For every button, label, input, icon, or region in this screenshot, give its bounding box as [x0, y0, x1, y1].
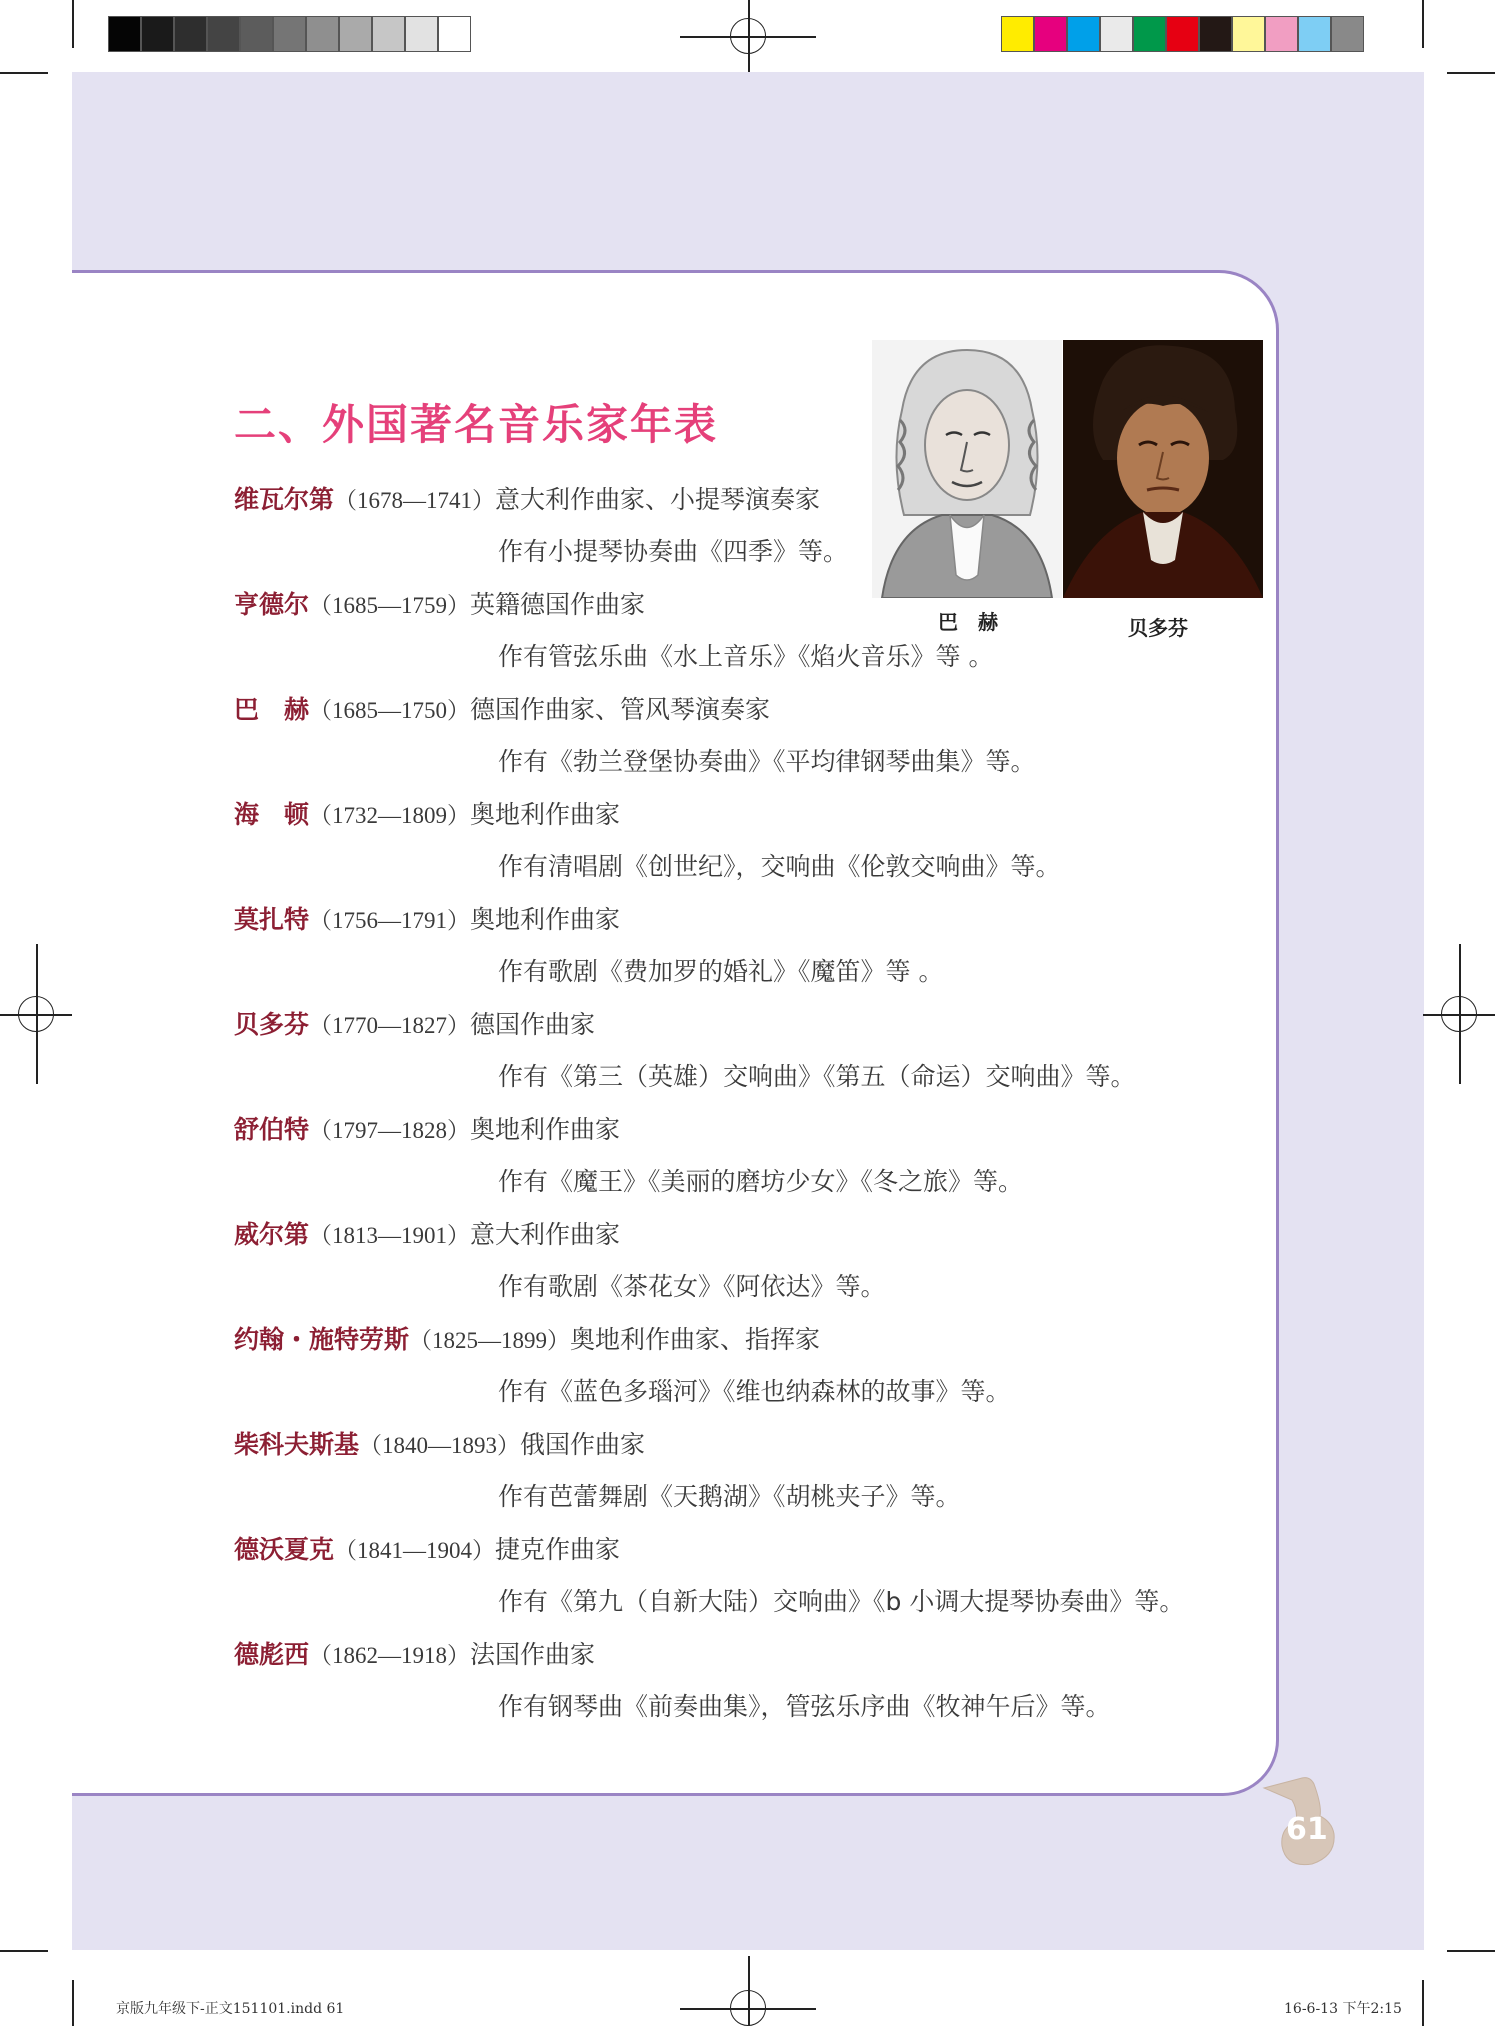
composer-detail	[309, 690, 770, 726]
composer-description: 英籍德国作曲家	[470, 590, 646, 619]
color-swatch	[1166, 16, 1199, 52]
composer-description: 奥地利作曲家	[470, 800, 621, 829]
composer-name: 德沃夏克	[234, 1535, 335, 1564]
composer-years: （1797—1828）	[309, 1118, 470, 1143]
color-swatch	[1232, 16, 1265, 52]
color-swatch	[1067, 16, 1100, 52]
beethoven-portrait	[1063, 340, 1263, 598]
composer-detail	[359, 1425, 645, 1461]
color-swatch	[1034, 16, 1067, 52]
composer-detail	[309, 1635, 595, 1671]
composer-name: 莫扎特	[234, 905, 310, 934]
color-swatch	[1001, 16, 1034, 52]
composer-years: （1825—1899）	[409, 1328, 570, 1353]
color-swatch	[240, 16, 273, 52]
composer-description: 意大利作曲家、小提琴演奏家	[495, 485, 821, 514]
footer-timestamp: 16-6-13 下午2:15	[1284, 2001, 1402, 2017]
composer-description: 意大利作曲家	[470, 1220, 621, 1249]
composer-works: 作有歌剧《茶花女》《阿依达》等。	[498, 1272, 886, 1301]
section-title: 二、外国著名音乐家年表	[234, 400, 719, 449]
composer-years: （1685—1750）	[309, 698, 470, 723]
composer-years: （1756—1791）	[309, 908, 470, 933]
process-color-bar	[1001, 16, 1364, 52]
composer-works: 作有管弦乐曲《水上音乐》《焰火音乐》等 。	[498, 642, 994, 671]
composer-works: 作有清唱剧《创世纪》，交响曲《伦敦交响曲》等。	[498, 852, 1061, 881]
color-swatch	[438, 16, 471, 52]
color-swatch	[207, 16, 240, 52]
composer-name: 海 顿	[234, 800, 310, 829]
composer-description: 俄国作曲家	[520, 1430, 646, 1459]
composer-description: 法国作曲家	[470, 1640, 596, 1669]
composer-description: 奥地利作曲家	[470, 905, 621, 934]
composer-years: （1732—1809）	[309, 803, 470, 828]
color-swatch	[1199, 16, 1232, 52]
bach-caption: 巴 赫	[938, 610, 998, 634]
composer-name: 巴 赫	[234, 695, 310, 724]
composer-name: 柴科夫斯基	[234, 1430, 360, 1459]
composer-detail	[309, 900, 620, 936]
composer-works: 作有《蓝色多瑙河》《维也纳森林的故事》等。	[498, 1377, 1011, 1406]
color-swatch	[405, 16, 438, 52]
composer-detail	[334, 480, 820, 516]
composer-detail	[309, 1005, 595, 1041]
composer-name: 亨德尔	[234, 590, 310, 619]
grayscale-color-bar	[108, 16, 471, 52]
beethoven-caption: 贝多芬	[1128, 616, 1188, 640]
composer-works: 作有《第三（英雄）交响曲》《第五（命运）交响曲》等。	[498, 1062, 1136, 1091]
composer-years: （1770—1827）	[309, 1013, 470, 1038]
composer-description: 德国作曲家	[470, 1010, 596, 1039]
composer-works: 作有歌剧《费加罗的婚礼》《魔笛》等 。	[498, 957, 944, 986]
footer-file-info: 京版九年级下-正文151101.indd 61	[116, 2001, 345, 2017]
composer-works: 作有《勃兰登堡协奏曲》《平均律钢琴曲集》等。	[498, 747, 1036, 776]
composer-name: 舒伯特	[234, 1115, 310, 1144]
composer-description: 奥地利作曲家、指挥家	[570, 1325, 821, 1354]
composer-name: 德彪西	[234, 1640, 310, 1669]
composer-name: 威尔第	[234, 1220, 310, 1249]
composer-works: 作有《魔王》《美丽的磨坊少女》《冬之旅》等。	[498, 1167, 1024, 1196]
composer-years: （1862—1918）	[309, 1643, 470, 1668]
color-swatch	[108, 16, 141, 52]
color-swatch	[1100, 16, 1133, 52]
color-swatch	[1331, 16, 1364, 52]
composer-detail	[309, 585, 645, 621]
color-swatch	[339, 16, 372, 52]
color-swatch	[141, 16, 174, 52]
bach-portrait	[872, 340, 1062, 598]
composer-detail	[409, 1320, 820, 1356]
color-swatch	[273, 16, 306, 52]
composer-detail	[309, 1110, 620, 1146]
composer-detail	[309, 1215, 620, 1251]
composer-works: 作有小提琴协奏曲《四季》等。	[498, 537, 849, 566]
color-swatch	[1298, 16, 1331, 52]
page-number: 61	[1286, 1812, 1328, 1847]
composer-years: （1678—1741）	[334, 488, 495, 513]
composer-description: 奥地利作曲家	[470, 1115, 621, 1144]
composer-years: （1840—1893）	[359, 1433, 520, 1458]
composer-years: （1813—1901）	[309, 1223, 470, 1248]
composer-name: 贝多芬	[234, 1010, 310, 1039]
composer-works: 作有《第九（自新大陆）交响曲》《b 小调大提琴协奏曲》等。	[498, 1587, 1185, 1616]
composer-description: 德国作曲家、管风琴演奏家	[470, 695, 771, 724]
composer-detail	[309, 795, 620, 831]
color-swatch	[372, 16, 405, 52]
composer-years: （1685—1759）	[309, 593, 470, 618]
color-swatch	[1133, 16, 1166, 52]
color-swatch	[1265, 16, 1298, 52]
composer-years: （1841—1904）	[334, 1538, 495, 1563]
composer-detail	[334, 1530, 620, 1566]
composer-works: 作有芭蕾舞剧《天鹅湖》《胡桃夹子》等。	[498, 1482, 961, 1511]
composer-works: 作有钢琴曲《前奏曲集》，管弦乐序曲《牧神午后》等。	[498, 1692, 1111, 1721]
composer-name: 约翰・施特劳斯	[234, 1325, 410, 1354]
color-swatch	[306, 16, 339, 52]
color-swatch	[174, 16, 207, 52]
composer-name: 维瓦尔第	[234, 485, 335, 514]
composer-description: 捷克作曲家	[495, 1535, 621, 1564]
